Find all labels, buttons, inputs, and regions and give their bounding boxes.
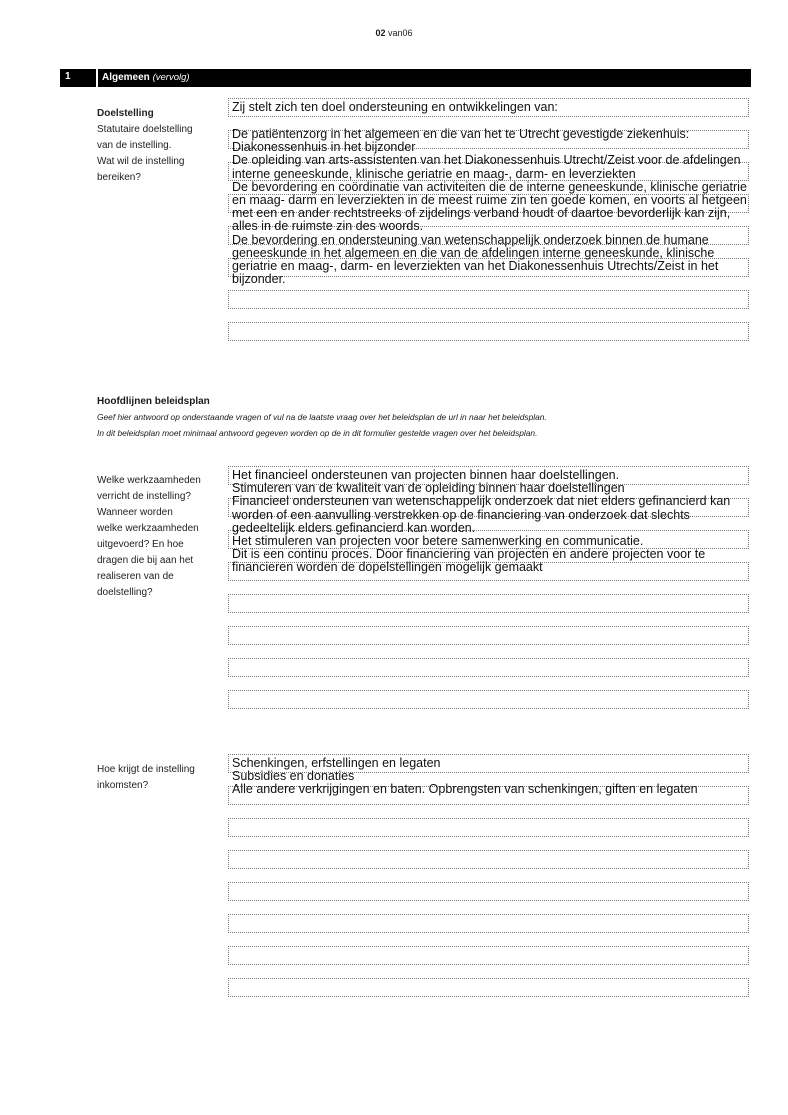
doelstelling-label [97,106,222,186]
question-line: Wanneer worden [97,507,173,518]
inkomsten-field-3[interactable] [228,818,749,837]
section-number: 1 [65,71,71,82]
inkomsten-answer: Schenkingen, erfstellingen en legaten Subsidies en donaties Alle andere verkrijgingen en baten. Opbrengsten van schenkingen, giften en legaten [232,756,698,797]
doelstelling-desc-line: bereiken? [97,172,141,183]
doelstelling-desc-line: Statutaire doelstelling [97,124,193,135]
werkzaamheden-field-5[interactable] [228,594,749,613]
werkzaamheden-question [97,473,222,601]
question-line: doelstelling? [97,587,153,598]
question-line: dragen die bij aan het [97,555,194,566]
section-divider [96,69,98,87]
doelstelling-desc-line: van de instelling. [97,140,172,151]
question-line: uitgevoerd? En hoe [97,539,184,550]
section-subtitle: (vervolg) [152,72,190,83]
inkomsten-field-5[interactable] [228,882,749,901]
doelstelling-answer-intro: Zij stelt zich ten doel ondersteuning en ontwikkelingen van: [232,100,558,114]
section-title-text: Algemeen [102,72,150,83]
page-current: 02 [375,28,386,38]
beleidsplan-note-1: Geef hier antwoord op onderstaande vragen of vul na de laatste vraag over het beleidsplan de url in naar het beleidsplan. [97,412,547,422]
inkomsten-field-8[interactable] [228,978,749,997]
werkzaamheden-field-8[interactable] [228,690,749,709]
section-header-bar [60,69,751,87]
doelstelling-field-7[interactable] [228,290,749,309]
question-line: welke werkzaamheden [97,523,199,534]
inkomsten-question [97,762,222,794]
beleidsplan-heading: Hoofdlijnen beleidsplan [97,396,210,407]
question-line: Hoe krijgt de instelling [97,764,195,775]
question-line: verricht de instelling? [97,491,191,502]
inkomsten-field-7[interactable] [228,946,749,965]
beleidsplan-note-2: In dit beleidsplan moet minimaal antwoord gegeven worden op de in dit formulier gestelde vragen over het beleidsplan. [97,428,538,438]
doelstelling-heading: Doelstelling [97,108,154,119]
page-total: 06 [402,28,413,38]
werkzaamheden-answer: Het financieel ondersteunen van projecten binnen haar doelstellingen. Stimuleren van de kwaliteit van de opleiding binnen haar doelstellingen Financieel ondersteunen van wetenschappelijk onderzoek dat niet elders gefinancierd kan worden of een aanvulling verstrekken op de financiering van onderzoek dat slechts gedeeltelijk elders gefinancierd kan worden. Het stimuleren van projecten voor betere samenwerking en communicatie. Dit is een continu proces. Door financiering van projecten en andere projecten voor te financieren worden de dopelstellingen mogelijk gemaakt [232,468,731,575]
page-sep: van [388,28,403,38]
question-line: inkomsten? [97,780,149,791]
doelstelling-desc-line: Wat wil de instelling [97,156,185,167]
inkomsten-field-6[interactable] [228,914,749,933]
section-title [102,72,190,83]
werkzaamheden-field-7[interactable] [228,658,749,677]
question-line: realiseren van de [97,571,174,582]
doelstelling-field-8[interactable] [228,322,749,341]
werkzaamheden-field-6[interactable] [228,626,749,645]
doelstelling-answer-body: De patiëntenzorg in het algemeen en die van het te Utrecht gevestigde ziekenhuis: Diakonessenhuis in het bijzonder De opleiding van arts-assistenten van het Diakonessenhuis Utrecht/Zeist voor de afdelingen interne geneeskunde, klinische geriatrie en maag-, darm- en leverziekten De bevordering en coördinatie van activiteiten die de interne geneeskunde, klinische geriatrie en maag- darm en leverziekten in de meest ruime zin ten goede komen, en voorts al hetgeen met een en ander rechtstreeks of zijdelings verband houdt of daartoe bevorderlijk kan zijn, alles in de ruimste zin des woords. De bevordering en ondersteuning van wetenschappelijk onderzoek binnen de humane geneeskunde in het algemeen en die van de afdelingen interne geneeskunde, klinische geriatrie en maag-, darm- en leverziekten van het Diakonessenhuis Utrechts/Zeist in het bijzonder. [232,127,747,287]
question-line: Welke werkzaamheden [97,475,201,486]
page-number [0,28,788,38]
inkomsten-field-4[interactable] [228,850,749,869]
